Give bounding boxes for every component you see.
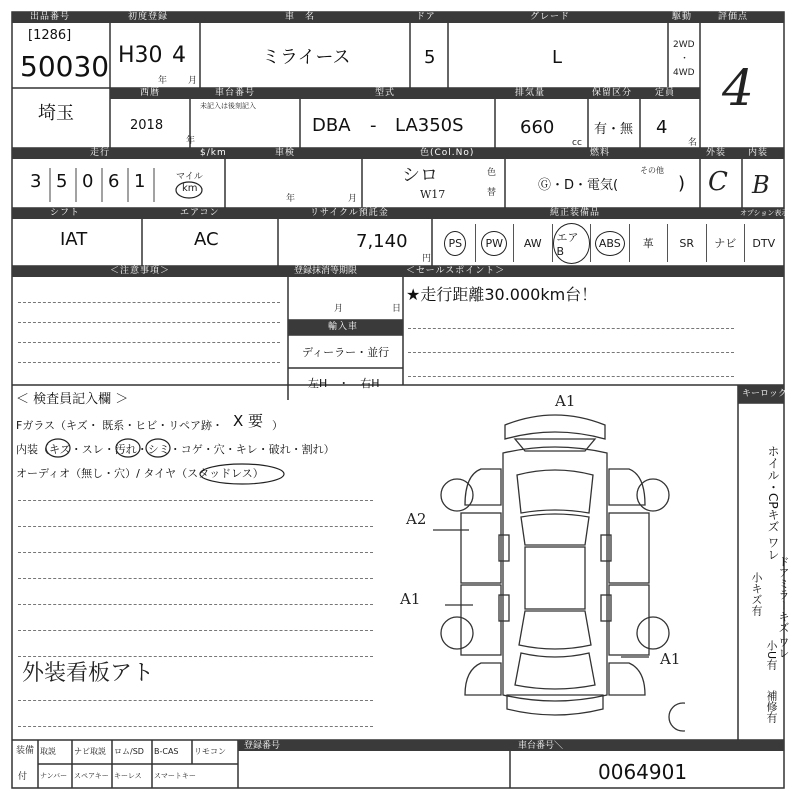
car-damage-diagram bbox=[425, 392, 685, 735]
km-circle-mark bbox=[174, 180, 204, 200]
note-line bbox=[18, 552, 373, 553]
footer-vin-value: 0064901 bbox=[598, 760, 688, 784]
label-model-code: 型式 bbox=[375, 88, 396, 98]
footer-item: リモコン bbox=[194, 747, 226, 756]
equipment-label: 革 bbox=[642, 237, 654, 250]
lot-number: 50030 bbox=[20, 50, 110, 83]
footer-item: スマートキー bbox=[154, 772, 196, 780]
note-line bbox=[18, 604, 373, 605]
reg-month-unit: 月 bbox=[334, 304, 344, 314]
label-fuel: 燃料 bbox=[590, 148, 611, 158]
inspector-fglass-end: ） bbox=[272, 419, 283, 432]
label-vin: 車台番号 bbox=[215, 88, 256, 98]
reg-day-unit: 日 bbox=[392, 304, 402, 314]
mileage-digit: 0 bbox=[82, 171, 94, 192]
color-change-top: 色 bbox=[487, 168, 497, 178]
note-line bbox=[18, 700, 373, 701]
label-doors: ドア bbox=[416, 12, 436, 22]
equipment-label: PW bbox=[481, 231, 507, 256]
footer-item: スペアキー bbox=[74, 772, 109, 780]
note-line bbox=[408, 376, 734, 377]
right-note-wheel: ホイル・CPキズ ワレ bbox=[766, 445, 780, 561]
inspector-interior: 内装（キズ・スレ・汚れ・シミ・コゲ・穴・キレ・破れ・割れ） bbox=[16, 443, 335, 456]
score-value: 4 bbox=[722, 59, 754, 117]
equipment-label: SR bbox=[679, 236, 695, 250]
lot-prefix: [1286] bbox=[28, 28, 72, 43]
sales-point-text: ★走行距離30.000km台！ bbox=[406, 285, 598, 304]
label-grade: グレード bbox=[530, 12, 571, 22]
equipment-item bbox=[667, 224, 706, 262]
fuel-other: その他 bbox=[640, 166, 664, 175]
label-import: 輸入車 bbox=[328, 322, 359, 332]
note-line bbox=[408, 352, 734, 353]
label-equipment: 純正装備品 bbox=[550, 208, 601, 218]
region-value: 埼玉 bbox=[38, 103, 74, 124]
model-code-dash: - bbox=[370, 115, 377, 136]
first-reg-year-unit: 年 bbox=[158, 76, 168, 86]
rescue-value: 有・無 bbox=[594, 122, 634, 137]
note-line bbox=[18, 362, 280, 363]
label-displacement: 排気量 bbox=[515, 88, 546, 98]
inspector-handwritten-note: 外装看板アト bbox=[22, 661, 155, 686]
footer-item: B-CAS bbox=[154, 747, 179, 756]
color-code: W17 bbox=[420, 188, 446, 201]
inspector-circle-marks bbox=[30, 436, 430, 516]
exterior-grade: C bbox=[708, 167, 728, 197]
footer-item: ナンバー bbox=[40, 772, 68, 780]
first-reg-month: 4 bbox=[172, 43, 186, 68]
interior-grade: B bbox=[752, 171, 770, 199]
model-code-prefix: DBA bbox=[312, 115, 351, 136]
mileage-digit: 3 bbox=[30, 171, 42, 192]
year-unit: 年 bbox=[186, 136, 196, 146]
equipment-label: DTV bbox=[752, 236, 776, 250]
equipment-item bbox=[590, 224, 629, 262]
inspector-fglass: Fガラス（キズ・ 既系・ヒビ・リペア跡・ bbox=[16, 419, 224, 432]
equipment-item bbox=[744, 224, 783, 262]
aircon-value: AC bbox=[194, 229, 219, 250]
capacity-unit: 名 bbox=[688, 138, 698, 148]
first-reg-era: H30 bbox=[118, 43, 163, 68]
color-change-bottom: 替 bbox=[487, 188, 497, 198]
label-first-registration: 初度登録 bbox=[128, 12, 169, 22]
equipment-item bbox=[513, 224, 552, 262]
equipment-label: PS bbox=[444, 231, 466, 256]
doors-value: 5 bbox=[424, 47, 436, 68]
capacity-value: 4 bbox=[656, 117, 668, 138]
drive-2wd: 2WD bbox=[673, 40, 695, 50]
note-line bbox=[18, 656, 373, 657]
equipment-item bbox=[436, 224, 475, 262]
shift-value: IAT bbox=[60, 229, 88, 250]
model-code-value: LA350S bbox=[395, 115, 464, 136]
note-line bbox=[18, 630, 373, 631]
note-line bbox=[18, 578, 373, 579]
label-inspection-date: 登録抹消等期限 bbox=[294, 266, 358, 276]
label-mileage: 走行 bbox=[90, 148, 111, 158]
label-option: オプション表示 bbox=[740, 209, 789, 217]
cc-unit: cc bbox=[572, 138, 582, 148]
drive-4wd: 4WD bbox=[673, 68, 695, 78]
right-note: 補修有 bbox=[765, 690, 778, 723]
yen-unit: 円 bbox=[422, 254, 432, 264]
year-value: 2018 bbox=[130, 118, 164, 133]
equipment-item bbox=[552, 224, 591, 262]
equipment-label: ナビ bbox=[714, 237, 737, 250]
equipment-label: ABS bbox=[595, 231, 625, 256]
label-aircon: エアコン bbox=[180, 208, 220, 218]
grade-value: L bbox=[552, 47, 563, 68]
footer-item: 取説 bbox=[40, 747, 56, 756]
label-lot-no: 出品番号 bbox=[30, 12, 71, 22]
inspector-title: ＜ 検査員記入欄 ＞ bbox=[16, 392, 129, 407]
label-model-name: 車 名 bbox=[285, 12, 316, 22]
label-year: 西暦 bbox=[140, 88, 161, 98]
note-line bbox=[18, 322, 280, 323]
damage-mark-left-front: A2 bbox=[406, 510, 427, 528]
note-line bbox=[18, 726, 373, 727]
footer-item: ロム/SD bbox=[114, 747, 144, 756]
footer-vin-label: 車台番号＼ bbox=[518, 741, 564, 751]
vin-note: 未記入は後刻記入 bbox=[200, 102, 256, 110]
right-note: 小U有 bbox=[765, 640, 778, 671]
right-note-mirror: ドアミラーキズ ワレ bbox=[777, 556, 790, 659]
label-shaken: 車検 bbox=[275, 148, 296, 158]
label-sales-point: ＜セールスポイント＞ bbox=[406, 266, 506, 276]
mileage-unit-mile: マイル bbox=[176, 172, 203, 182]
label-color: 色(Col.No) bbox=[420, 148, 475, 158]
note-line bbox=[18, 500, 373, 501]
shaken-year-unit: 年 bbox=[286, 194, 296, 204]
label-recycle: リサイクル預託金 bbox=[310, 208, 389, 218]
steering-value: 左H ・ 右H bbox=[308, 377, 380, 390]
label-exterior: 外装 bbox=[706, 148, 727, 158]
footer-reg-no-label: 登録番号 bbox=[244, 741, 281, 751]
right-note: 小キズ有 bbox=[750, 572, 763, 616]
damage-mark-left-rear: A1 bbox=[400, 590, 421, 608]
note-line bbox=[18, 342, 280, 343]
label-shift: シフト bbox=[50, 208, 81, 218]
inspector-fglass-mark: X 要 bbox=[233, 412, 264, 430]
footer-item: キーレス bbox=[114, 772, 142, 780]
equipment-label: エアB bbox=[553, 223, 591, 264]
equipment-item bbox=[629, 224, 668, 262]
footer-equip-label: 装備 bbox=[16, 746, 35, 756]
fuel-value: Ⓖ・D・電気( bbox=[538, 178, 619, 193]
mileage-digit: 5 bbox=[56, 171, 68, 192]
mileage-unit-km: km bbox=[182, 183, 198, 194]
footer-item: ナビ取説 bbox=[74, 747, 106, 756]
mileage-digit: 1 bbox=[134, 171, 146, 192]
equipment-label: AW bbox=[523, 236, 542, 250]
color-value: シロ bbox=[402, 165, 438, 186]
first-reg-month-unit: 月 bbox=[188, 76, 198, 86]
mileage-digit: 6 bbox=[108, 171, 120, 192]
damage-mark-front: A1 bbox=[555, 392, 576, 410]
fuel-close: ) bbox=[678, 173, 686, 194]
label-drive: 駆動 bbox=[672, 12, 693, 22]
model-name-value: ミライース bbox=[262, 47, 351, 68]
footer-attached-label: 付 bbox=[18, 772, 28, 782]
label-rescue: 保留区分 bbox=[592, 88, 633, 98]
label-interior: 内装 bbox=[748, 148, 769, 158]
dealer-value: ディーラー・並行 bbox=[302, 346, 390, 359]
label-yen-mark: $/km bbox=[200, 148, 227, 158]
label-score: 評価点 bbox=[718, 12, 749, 22]
damage-mark-right-rear: A1 bbox=[660, 650, 681, 668]
equipment-item bbox=[475, 224, 514, 262]
shaken-month-unit: 月 bbox=[348, 194, 358, 204]
displacement-value: 660 bbox=[520, 117, 555, 138]
inspector-audio-tires: オーディオ（無し・穴）/ タイヤ（スタッドレス） bbox=[16, 467, 264, 480]
equipment-item bbox=[706, 224, 745, 262]
label-capacity: 定員 bbox=[655, 88, 676, 98]
label-key-lock: キーロック bbox=[742, 389, 787, 399]
note-line bbox=[18, 302, 280, 303]
note-line bbox=[408, 328, 734, 329]
label-notes: ＜注意事項＞ bbox=[110, 266, 171, 276]
note-line bbox=[18, 526, 373, 527]
drive-sep: ・ bbox=[680, 54, 690, 64]
recycle-value: 7,140 bbox=[356, 231, 408, 252]
